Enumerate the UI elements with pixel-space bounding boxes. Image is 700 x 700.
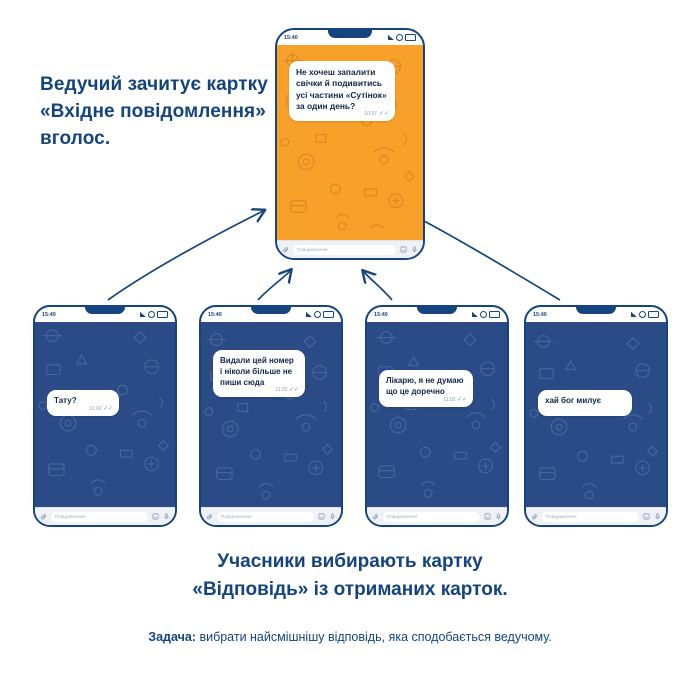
message-meta [364,110,389,118]
status-time: 15:40 [42,311,56,318]
status-time: 15:40 [284,34,298,41]
answer-bubble-4 [538,390,632,416]
signal-icon [140,312,146,317]
paperclip-icon[interactable] [531,513,538,520]
chat-area-1 [35,322,175,507]
message-time: 11:02 [275,387,288,394]
wifi-icon [314,311,321,318]
message-time: 11:02 [89,405,102,412]
bottom-caption-line-2: «Відповідь» із отриманих карток. [192,578,508,600]
read-ticks-icon: ✓✓ [288,387,299,394]
message-input-placeholder: Повідомлення [297,247,328,252]
message-text: Не хочеш запалити свічки й подивитись усі частини «Сутінок» за один день? [296,67,387,111]
wifi-icon [396,34,403,41]
sticker-icon[interactable] [152,513,159,520]
message-input[interactable] [217,512,314,522]
signal-icon [472,312,478,317]
sticker-icon[interactable] [400,246,407,253]
phone-notch [417,306,457,314]
sticker-icon[interactable] [643,513,650,520]
answer-phone-3 [365,305,509,527]
message-input[interactable] [383,512,480,522]
paperclip-icon[interactable] [372,513,379,520]
microphone-icon[interactable] [411,246,418,253]
battery-icon [405,34,416,41]
message-text: хай бог милує [545,396,602,405]
microphone-icon[interactable] [329,513,336,520]
battery-icon [323,311,334,318]
message-input[interactable] [51,512,148,522]
task-text: вибрати найсмішнішу відповідь, яка сподобається ведучому. [195,630,552,644]
message-input[interactable] [542,512,639,522]
chat-area-host [277,45,423,240]
read-ticks-icon: ✓✓ [456,396,467,403]
microphone-icon[interactable] [654,513,661,520]
phone-notch [328,29,372,38]
paperclip-icon[interactable] [40,513,47,520]
signal-icon [631,312,637,317]
message-input[interactable] [293,245,396,255]
message-meta [89,405,113,413]
battery-icon [648,311,659,318]
message-text: Лікарю, я не думаю що це доречно [386,376,464,396]
message-input-placeholder: Повідомлення [387,514,418,519]
status-time: 15:40 [533,311,547,318]
status-icons [631,311,659,318]
wifi-icon [639,311,646,318]
message-meta [443,396,467,404]
message-input-bar[interactable] [35,507,175,525]
message-input-bar[interactable] [277,240,423,258]
incoming-message-phone [275,28,425,260]
wifi-icon [480,311,487,318]
doodle-pattern [367,322,507,507]
microphone-icon[interactable] [495,513,502,520]
message-input-placeholder: Повідомлення [546,514,577,519]
sticker-icon[interactable] [318,513,325,520]
message-time: 11:02 [443,396,456,403]
phone-notch [85,306,125,314]
message-input-bar[interactable] [201,507,341,525]
status-icons [472,311,500,318]
answer-phone-4 [524,305,668,527]
signal-icon [388,35,394,40]
phone-notch [251,306,291,314]
battery-icon [489,311,500,318]
message-input-bar[interactable] [367,507,507,525]
task-line [0,630,700,644]
bottom-caption [0,548,700,603]
phone-notch [576,306,616,314]
answer-phone-1 [33,305,177,527]
answer-bubble-3 [379,370,473,407]
message-time: 10:37 [364,110,377,117]
answer-bubble-1 [47,390,119,416]
paperclip-icon[interactable] [282,246,289,253]
bottom-caption-line-1: Учасники вибирають картку [217,551,483,572]
status-icons [140,311,168,318]
message-text: Тату? [54,396,77,405]
paperclip-icon[interactable] [206,513,213,520]
signal-icon [306,312,312,317]
wifi-icon [148,311,155,318]
answer-phone-2 [199,305,343,527]
sticker-icon[interactable] [484,513,491,520]
headline-text: Ведучий зачитує картку «Вхідне повідомлення» вголос. [40,74,268,149]
task-label: Задача: [148,630,196,644]
status-time: 15:40 [208,311,222,318]
status-icons [306,311,334,318]
message-input-bar[interactable] [526,507,666,525]
battery-icon [157,311,168,318]
message-meta [275,386,299,394]
chat-area-2 [201,322,341,507]
incoming-message-bubble [289,61,395,121]
read-ticks-icon: ✓✓ [102,405,113,412]
chat-area-4 [526,322,666,507]
status-icons [388,34,416,41]
status-time: 15:40 [374,311,388,318]
answer-bubble-2 [213,350,305,397]
message-input-placeholder: Повідомлення [221,514,252,519]
chat-area-3 [367,322,507,507]
message-text: Видали цей номер і ніколи більше не пиши сюда [220,356,294,387]
microphone-icon[interactable] [163,513,170,520]
read-ticks-icon: ✓✓ [378,110,389,117]
message-input-placeholder: Повідомлення [55,514,86,519]
